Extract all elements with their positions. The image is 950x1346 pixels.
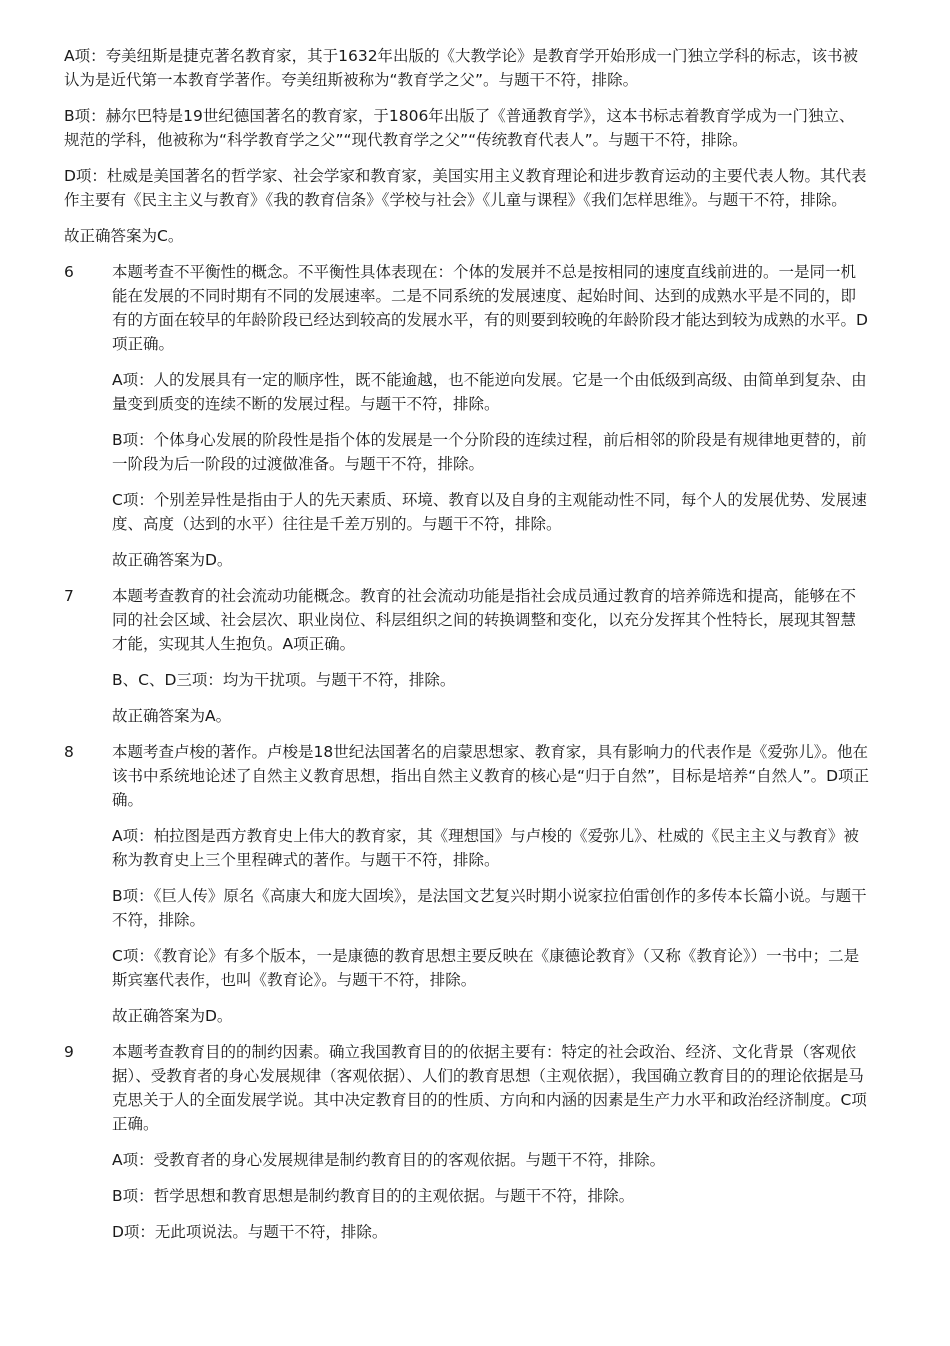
question-body: [112, 584, 870, 740]
question-7: [64, 584, 870, 740]
intro-paragraph: A项：夸美纽斯是捷克著名教育家，其于1632年出版的《大教学论》是教育学开始形成一门独立学科的标志，该书被认为是近代第一本教育学著作。夸美纽斯被称为“教育学之父”。与题干不符，排除。: [64, 47, 859, 89]
question-answer: 故正确答案为A。: [112, 707, 232, 725]
question-body: [112, 740, 870, 1040]
question-paragraph: D项：无此项说法。与题干不符，排除。: [112, 1223, 388, 1241]
question-number: 6: [64, 263, 74, 281]
question-number: 9: [64, 1043, 74, 1061]
intro-paragraph: B项：赫尔巴特是19世纪德国著名的教育家，于1806年出版了《普通教育学》，这本书标志着教育学成为一门独立、规范的学科，他被称为“科学教育学之父”“现代教育学之父”“传统教育代表人”。与题干不符，排除。: [64, 107, 855, 149]
intro-answer: 故正确答案为C。: [64, 227, 184, 245]
question-paragraph: B项：个体身心发展的阶段性是指个体的发展是一个分阶段的连续过程，前后相邻的阶段是有规律地更替的，前一阶段为后一阶段的过渡做准备。与题干不符，排除。: [112, 431, 867, 473]
question-paragraph: B项：《巨人传》原名《高康大和庞大固埃》，是法国文艺复兴时期小说家拉伯雷创作的多传本长篇小说。与题干不符，排除。: [112, 887, 867, 929]
question-paragraph: C项：《教育论》有多个版本，一是康德的教育思想主要反映在《康德论教育》（又称《教育论》）一书中；二是斯宾塞代表作，也叫《教育论》。与题干不符，排除。: [112, 947, 860, 989]
question-answer: 故正确答案为D。: [112, 1007, 233, 1025]
question-paragraph: B项：哲学思想和教育思想是制约教育目的的主观依据。与题干不符，排除。: [112, 1187, 635, 1205]
question-answer: 故正确答案为D。: [112, 551, 233, 569]
question-paragraph: A项：人的发展具有一定的顺序性，既不能逾越，也不能逆向发展。它是一个由低级到高级、由简单到复杂、由量变到质变的连续不断的发展过程。与题干不符，排除。: [112, 371, 867, 413]
question-paragraph: C项：个别差异性是指由于人的先天素质、环境、教育以及自身的主观能动性不同，每个人的发展优势、发展速度、高度（达到的水平）往往是千差万别的。与题干不符，排除。: [112, 491, 867, 533]
intro-section: [64, 44, 870, 248]
intro-paragraph: D项：杜威是美国著名的哲学家、社会学家和教育家，美国实用主义教育理论和进步教育运动的主要代表人物。其代表作主要有《民主主义与教育》《我的教育信条》《学校与社会》《儿童与课程》《我们怎样思维》。与题干不符，排除。: [64, 167, 867, 209]
question-paragraph: 本题考查教育目的的制约因素。确立我国教育目的的依据主要有：特定的社会政治、经济、文化背景（客观依据）、受教育者的身心发展规律（客观依据）、人们的教育思想（主观依据），我国确立教育目的的理论依据是马克思关于人的全面发展学说。其中决定教育目的的性质、方向和内涵的因素是生产力水平和政治经济制度。C项正确。: [112, 1043, 867, 1133]
question-6: [64, 260, 870, 584]
question-paragraph: A项：柏拉图是西方教育史上伟大的教育家，其《理想国》与卢梭的《爱弥儿》、杜威的《民主主义与教育》被称为教育史上三个里程碑式的著作。与题干不符，排除。: [112, 827, 859, 869]
question-body: [112, 1040, 870, 1256]
question-body: [112, 260, 870, 584]
question-9: [64, 1040, 870, 1256]
question-8: [64, 740, 870, 1040]
question-paragraph: 本题考查不平衡性的概念。不平衡性具体表现在：个体的发展并不总是按相同的速度直线前进的。一是同一机能在发展的不同时期有不同的发展速率。二是不同系统的发展速度、起始时间、达到的成熟水平是不同的，即有的方面在较早的年龄阶段已经达到较高的发展水平，有的则要到较晚的年龄阶段才能达到较为成熟的水平。D项正确。: [112, 263, 868, 353]
question-paragraph: A项：受教育者的身心发展规律是制约教育目的的客观依据。与题干不符，排除。: [112, 1151, 666, 1169]
question-number: 7: [64, 587, 74, 605]
question-paragraph: 本题考查卢梭的著作。卢梭是18世纪法国著名的启蒙思想家、教育家，具有影响力的代表作是《爱弥儿》。他在该书中系统地论述了自然主义教育思想，指出自然主义教育的核心是“归于自然”，目标是培养“自然人”。D项正确。: [112, 743, 870, 809]
question-paragraph: B、C、D三项：均为干扰项。与题干不符，排除。: [112, 671, 456, 689]
question-paragraph: 本题考查教育的社会流动功能概念。教育的社会流动功能是指社会成员通过教育的培养筛选和提高，能够在不同的社会区域、社会层次、职业岗位、科层组织之间的转换调整和变化，以充分发挥其个性特长，展现其智慧才能，实现其人生抱负。A项正确。: [112, 587, 857, 653]
question-number: 8: [64, 743, 74, 761]
